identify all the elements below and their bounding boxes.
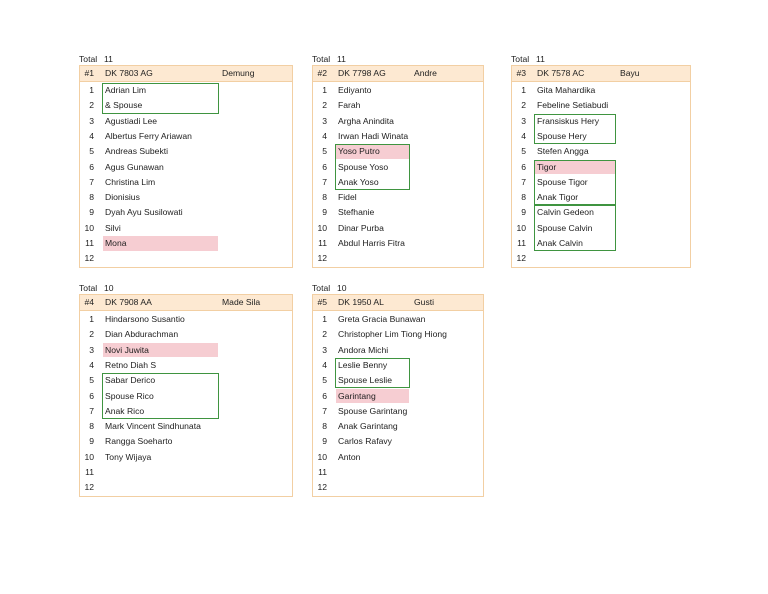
car-plate: DK 7908 AA [105,297,152,307]
driver-name: Made Sila [222,297,261,307]
row-number: 12 [84,482,94,493]
car-table [79,294,293,497]
row-number: 11 [517,238,526,248]
car-table [312,65,484,268]
car-table [79,65,293,268]
total-line [511,53,545,65]
family-group-outline [102,373,219,419]
row-number: 7 [521,176,526,187]
total-label: Total [511,54,530,64]
row-number: 8 [521,192,526,203]
passenger-name: Ediyanto [338,85,372,95]
car-table [312,294,484,497]
row-number: 4 [322,130,327,141]
car-header [80,66,292,82]
row-number: 7 [89,405,94,416]
row-number: 3 [89,344,94,355]
driver-name: Gusti [414,297,435,307]
car-number: #4 [84,297,94,307]
total-line [312,282,347,294]
total-label: Total [79,54,98,64]
car-plate: DK 7578 AC [537,68,585,78]
row-number: 1 [322,314,327,324]
passenger-name: Anak Rico [105,405,145,416]
passenger-name: Hindarsono Susantio [105,314,185,324]
passenger-name: Albertus Ferry Ariawan [105,130,192,141]
row-number: 12 [84,253,94,264]
passenger-name: Anak Tigor [537,192,579,203]
row-number: 3 [521,115,526,126]
passenger-name: Calvin Gedeon [537,207,594,218]
passenger-name: Adrian Lim [105,85,147,95]
row-number: 4 [89,130,94,141]
row-number: 10 [317,451,327,462]
row-number: 5 [322,146,327,157]
row-number: 3 [322,344,327,355]
row-number: 11 [85,467,94,477]
passenger-name: Rangga Soeharto [105,436,173,447]
row-number: 1 [89,85,94,95]
driver-name: Andre [414,68,437,78]
total-value: 10 [104,283,114,293]
family-group-outline [335,358,410,389]
passenger-name: Dyah Ayu Susilowati [105,207,183,218]
car-number: #5 [317,297,327,307]
total-label: Total [79,283,98,293]
car-plate: DK 7798 AG [338,68,386,78]
passenger-name: Carlos Rafavy [338,436,392,447]
passenger-name: Gita Mahardika [537,85,596,95]
passenger-name: Spouse Tigor [537,176,588,187]
passenger-name: Spouse Calvin [537,222,593,233]
passenger-name: Sabar Derico [105,375,156,386]
passenger-name: Christina Lim [105,176,156,187]
driver-name: Bayu [620,68,640,78]
passenger-name: Anton [338,451,361,462]
row-number: 7 [322,176,327,187]
total-value: 11 [104,54,113,64]
car-number: #2 [317,68,327,78]
passenger-name: Spouse Yoso [338,161,389,172]
passenger-name: Tigor [537,161,557,172]
row-number: 2 [89,329,94,340]
row-number: 8 [89,421,94,432]
row-number: 6 [322,390,327,401]
row-number: 11 [318,467,327,477]
passenger-name: Argha Anindita [338,115,394,126]
row-number: 8 [89,192,94,203]
passenger-name: Tony Wijaya [105,451,152,462]
passenger-name: Anak Garintang [338,421,398,432]
car-header [80,295,292,311]
passenger-name: Andreas Subekti [105,146,169,157]
row-number: 5 [521,146,526,157]
row-number: 2 [521,100,526,111]
row-number: 6 [89,390,94,401]
family-group-outline [534,205,616,251]
passenger-name: Dinar Purba [338,222,384,233]
car-header [313,295,483,311]
row-number: 11 [85,238,94,248]
row-number: 6 [89,161,94,172]
row-number: 3 [322,115,327,126]
row-number: 10 [84,222,94,233]
passenger-name: Agustiadi Lee [105,115,158,126]
row-number: 9 [89,436,94,447]
passenger-name: Dionisius [105,192,140,203]
car-number: #3 [516,68,526,78]
passenger-name: Spouse Garintang [338,405,408,416]
car-number: #1 [84,68,94,78]
family-group-outline [335,144,410,190]
total-value: 11 [536,54,545,64]
passenger-name: Stefen Angga [537,146,589,157]
passenger-name: & Spouse [105,100,143,111]
row-number: 9 [322,207,327,218]
row-number: 4 [89,359,94,370]
family-group-outline [534,160,616,206]
passenger-name: Leslie Benny [338,359,388,370]
driver-name: Demung [222,68,255,78]
passenger-name: Abdul Harris Fitra [338,238,405,248]
passenger-name: Mark Vincent Sindhunata [105,421,201,432]
row-number: 2 [89,100,94,111]
car-plate: DK 7803 AG [105,68,153,78]
passenger-name: Anak Yoso [338,176,379,187]
car-table [511,65,691,268]
passenger-name: Mona [105,238,127,248]
total-line [312,53,346,65]
passenger-name: Novi Juwita [105,344,149,355]
passenger-name: Retno Diah S [105,359,157,370]
total-label: Total [312,54,331,64]
total-value: 11 [337,54,346,64]
row-number: 1 [521,85,526,95]
total-label: Total [312,283,331,293]
row-number: 9 [521,207,526,218]
row-number: 6 [322,161,327,172]
total-line [79,282,114,294]
row-number: 7 [89,176,94,187]
row-number: 2 [322,329,327,340]
passenger-name: Irwan Hadi Winata [338,130,409,141]
total-line [79,53,113,65]
car-plate: DK 1950 AL [338,297,384,307]
row-number: 1 [322,85,327,95]
passenger-name: Yoso Putro [338,146,380,157]
row-number: 9 [322,436,327,447]
row-number: 8 [322,192,327,203]
row-number: 5 [322,375,327,386]
passenger-name: Dian Abdurachman [105,329,179,340]
total-value: 10 [337,283,347,293]
row-number: 1 [89,314,94,324]
row-number: 10 [516,222,526,233]
family-group-outline [102,83,219,114]
row-number: 12 [317,253,327,264]
row-number: 8 [322,421,327,432]
passenger-name: Spouse Leslie [338,375,392,386]
passenger-name: Fidel [338,192,357,203]
row-number: 5 [89,375,94,386]
row-number: 11 [318,238,327,248]
row-number: 5 [89,146,94,157]
passenger-name: Christopher Lim Tiong Hiong [338,329,447,340]
row-number: 12 [516,253,526,264]
car-header [313,66,483,82]
row-number: 10 [317,222,327,233]
passenger-name: Stefhanie [338,207,375,218]
passenger-name: Anak Calvin [537,238,583,248]
row-number: 4 [322,359,327,370]
passenger-name: Spouse Hery [537,130,587,141]
row-number: 7 [322,405,327,416]
passenger-name: Febeline Setiabudi [537,100,609,111]
passenger-name: Fransiskus Hery [537,115,600,126]
row-number: 4 [521,130,526,141]
passenger-name: Andora Michi [338,344,389,355]
passenger-name: Greta Gracia Bunawan [338,314,426,324]
row-number: 10 [84,451,94,462]
row-number: 2 [322,100,327,111]
passenger-name: Spouse Rico [105,390,154,401]
row-number: 9 [89,207,94,218]
family-group-outline [534,114,616,145]
passenger-name: Garintang [338,390,376,401]
passenger-name: Silvi [105,222,121,233]
passenger-name: Agus Gunawan [105,161,164,172]
car-header [512,66,690,82]
row-number: 6 [521,161,526,172]
row-number: 3 [89,115,94,126]
passenger-name: Farah [338,100,361,111]
row-number: 12 [317,482,327,493]
